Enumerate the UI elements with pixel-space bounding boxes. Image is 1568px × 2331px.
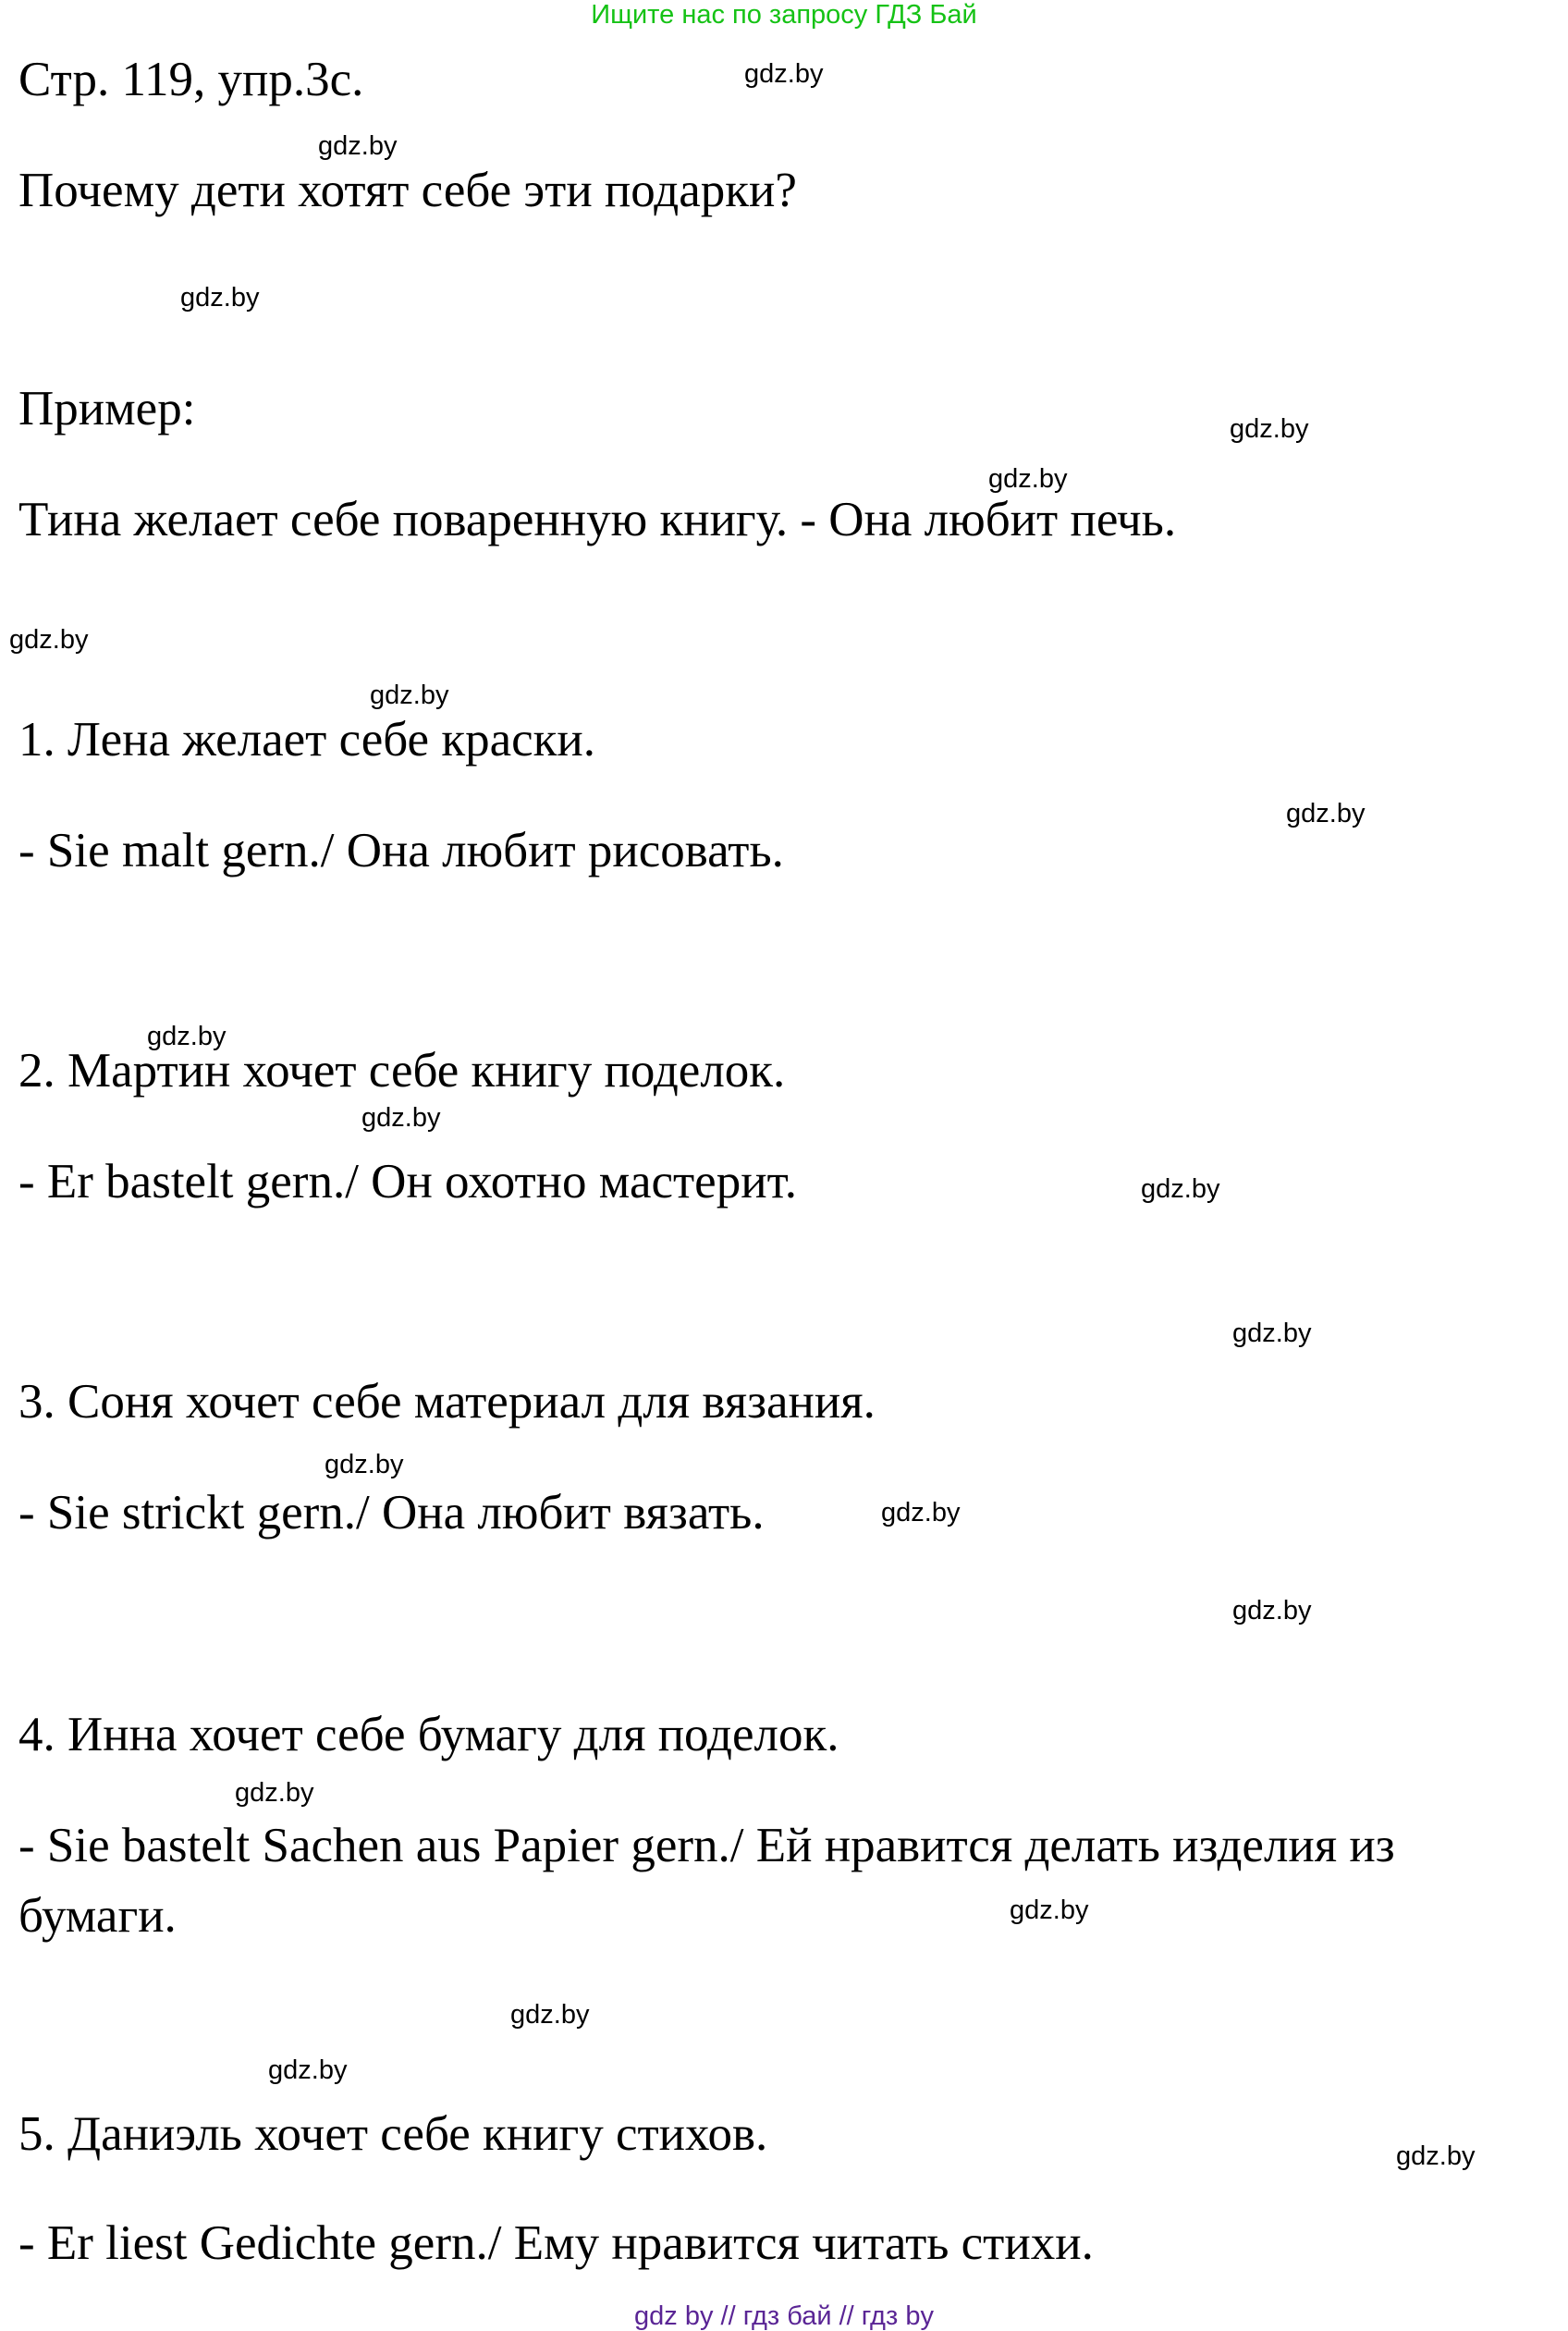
top-banner[interactable]: Ищите нас по запросу ГДЗ Бай [591, 0, 977, 30]
watermark: gdz.by [1396, 2141, 1476, 2171]
watermark: gdz.by [235, 1778, 314, 1808]
watermark: gdz.by [1232, 1596, 1312, 1626]
item-1-statement: 1. Лена желает себе краски. [18, 713, 595, 767]
watermark: gdz.by [370, 681, 449, 710]
footer-links[interactable]: gdz by // гдз бай // гдз by [634, 2301, 934, 2331]
watermark: gdz.by [180, 283, 260, 313]
watermark: gdz.by [147, 1022, 227, 1051]
watermark: gdz.by [1230, 414, 1309, 444]
item-3-answer: - Sie strickt gern./ Она любит вязать. [18, 1486, 765, 1540]
watermark: gdz.by [1286, 799, 1366, 828]
watermark: gdz.by [318, 131, 398, 161]
watermark: gdz.by [361, 1103, 441, 1133]
item-3-statement: 3. Соня хочет себе материал для вязания. [18, 1375, 876, 1429]
item-1-answer: - Sie malt gern./ Она любит рисовать. [18, 824, 784, 877]
item-2-statement: 2. Мартин хочет себе книгу поделок. [18, 1044, 786, 1098]
watermark: gdz.by [881, 1498, 961, 1527]
watermark: gdz.by [744, 59, 824, 89]
example-label: Пример: [18, 382, 196, 436]
item-4-statement: 4. Инна хочет себе бумагу для поделок. [18, 1708, 839, 1761]
watermark: gdz.by [1232, 1319, 1312, 1348]
example-text: Тина желает себе поваренную книгу. - Она любит печь. [18, 493, 1177, 546]
watermark: gdz.by [1010, 1895, 1089, 1925]
page-heading: Стр. 119, упр.3с. [18, 53, 364, 106]
item-5-statement: 5. Даниэль хочет себе книгу стихов. [18, 2107, 768, 2161]
watermark: gdz.by [325, 1450, 404, 1479]
item-2-answer: - Er bastelt gern./ Он охотно мастерит. [18, 1155, 797, 1208]
watermark: gdz.by [1141, 1174, 1220, 1204]
watermark: gdz.by [510, 2000, 590, 2030]
item-4-answer: - Sie bastelt Sachen aus Papier gern./ Ей нравится делать изделия из [18, 1819, 1395, 1872]
item-5-answer: - Er liest Gedichte gern./ Ему нравится читать стихи. [18, 2216, 1094, 2270]
watermark: gdz.by [268, 2055, 348, 2085]
item-4-answer-continued: бумаги. [18, 1889, 177, 1943]
question-text: Почему дети хотят себе эти подарки? [18, 164, 797, 217]
watermark: gdz.by [9, 625, 89, 655]
watermark: gdz.by [988, 464, 1068, 494]
